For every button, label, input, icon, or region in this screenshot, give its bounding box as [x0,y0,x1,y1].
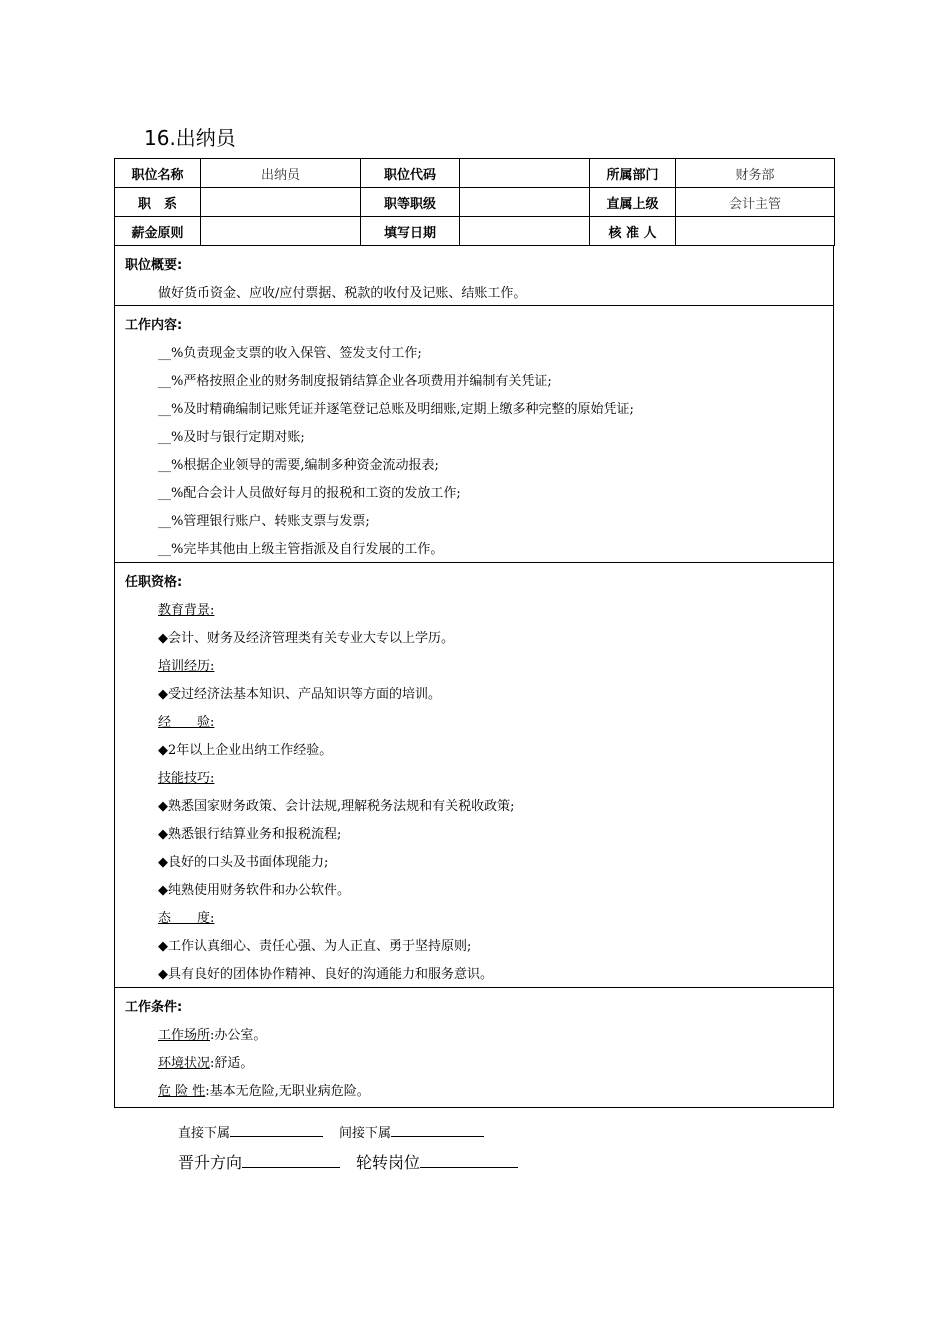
risk-label: 危 险 性 [158,1084,206,1099]
grade-value [460,188,590,217]
position-code-label: 职位代码 [361,159,460,188]
supervisor-value: 会计主管 [676,188,835,217]
duties-heading: 工作内容: [125,318,183,333]
conditions-section [114,988,834,1108]
summary-heading: 职位概要: [125,258,183,273]
duty-item: __%及时精确编制记账凭证并逐笔登记总账及明细账,定期上缴多种完整的原始凭证; [158,402,634,417]
experience-text: ◆2年以上企业出纳工作经验。 [158,743,333,758]
experience-label: 经 验: [158,715,215,730]
indirect-subordinate [339,1122,484,1141]
duty-item: __%及时与银行定期对账; [158,430,305,445]
position-name-value: 出纳员 [201,159,361,188]
position-code-value [460,159,590,188]
qualifications-heading: 任职资格: [125,575,183,590]
duties-section [114,306,834,563]
promotion-path-label: 晋升方向 [178,1153,243,1172]
rotation-post-blank [420,1166,518,1168]
supervisor-label: 直属上级 [590,188,676,217]
duty-item: __%根据企业领导的需要,编制多种资金流动报表; [158,458,439,473]
skills-label: 技能技巧: [158,771,215,786]
table-row [115,188,835,217]
attitude-item: ◆工作认真细心、责任心强、为人正直、勇于坚持原则; [158,939,472,954]
header-table [114,158,835,246]
environment-label: 环境状况 [158,1056,211,1071]
direct-subordinate-label: 直接下属 [178,1126,231,1141]
attitude-label: 态 度: [158,911,215,926]
education-text: ◆会计、财务及经济管理类有关专业大专以上学历。 [158,631,454,646]
summary-section [114,246,834,306]
fill-date-label: 填写日期 [361,217,460,246]
page-title: 16.出纳员 [144,126,236,150]
table-row [115,217,835,246]
direct-subordinate-blank [230,1135,323,1137]
skill-item: ◆良好的口头及书面体现能力; [158,855,329,870]
conditions-heading: 工作条件: [125,1000,183,1015]
fill-date-value [460,217,590,246]
duty-item: __%完毕其他由上级主管指派及自行发展的工作。 [158,542,444,557]
department-label: 所属部门 [590,159,676,188]
skill-item: ◆熟悉国家财务政策、会计法规,理解税务法规和有关税收政策; [158,799,515,814]
rotation-post [356,1150,518,1173]
direct-subordinate [178,1122,323,1141]
promotion-path [178,1150,340,1173]
environment-value: :舒适。 [210,1056,254,1071]
risk-value: :基本无危险,无职业病危险。 [205,1084,370,1099]
qualifications-section [114,563,834,988]
approver-label: 核 准 人 [590,217,676,246]
duty-item: __%严格按照企业的财务制度报销结算企业各项费用并编制有关凭证; [158,374,552,389]
duty-item: __%管理银行账户、转账支票与发票; [158,514,370,529]
indirect-subordinate-label: 间接下属 [339,1126,392,1141]
training-text: ◆受过经济法基本知识、产品知识等方面的培训。 [158,687,441,702]
environment-line [158,1052,253,1071]
attitude-item: ◆具有良好的团体协作精神、良好的沟通能力和服务意识。 [158,967,493,982]
skill-item: ◆熟悉银行结算业务和报税流程; [158,827,342,842]
salary-principle-value [201,217,361,246]
salary-principle-label: 薪金原则 [115,217,201,246]
duty-item: __%配合会计人员做好每月的报税和工资的发放工作; [158,486,461,501]
position-name-label: 职位名称 [115,159,201,188]
risk-line [158,1080,370,1099]
education-label: 教育背景: [158,603,215,618]
workplace-line [158,1024,266,1043]
indirect-subordinate-blank [391,1135,484,1137]
table-row [115,159,835,188]
promotion-path-blank [242,1166,340,1168]
department-value: 财务部 [676,159,835,188]
approver-value [676,217,835,246]
rotation-post-label: 轮转岗位 [356,1153,421,1172]
skill-item: ◆纯熟使用财务软件和办公软件。 [158,883,350,898]
workplace-value: :办公室。 [210,1028,267,1043]
duty-item: __%负责现金支票的收入保管、签发支付工作; [158,346,422,361]
workplace-label: 工作场所 [158,1028,211,1043]
job-family-value [201,188,361,217]
grade-label: 职等职级 [361,188,460,217]
summary-text: 做好货币资金、应收/应付票据、税款的收付及记账、结账工作。 [158,286,527,301]
training-label: 培训经历: [158,659,215,674]
job-family-label: 职 系 [115,188,201,217]
